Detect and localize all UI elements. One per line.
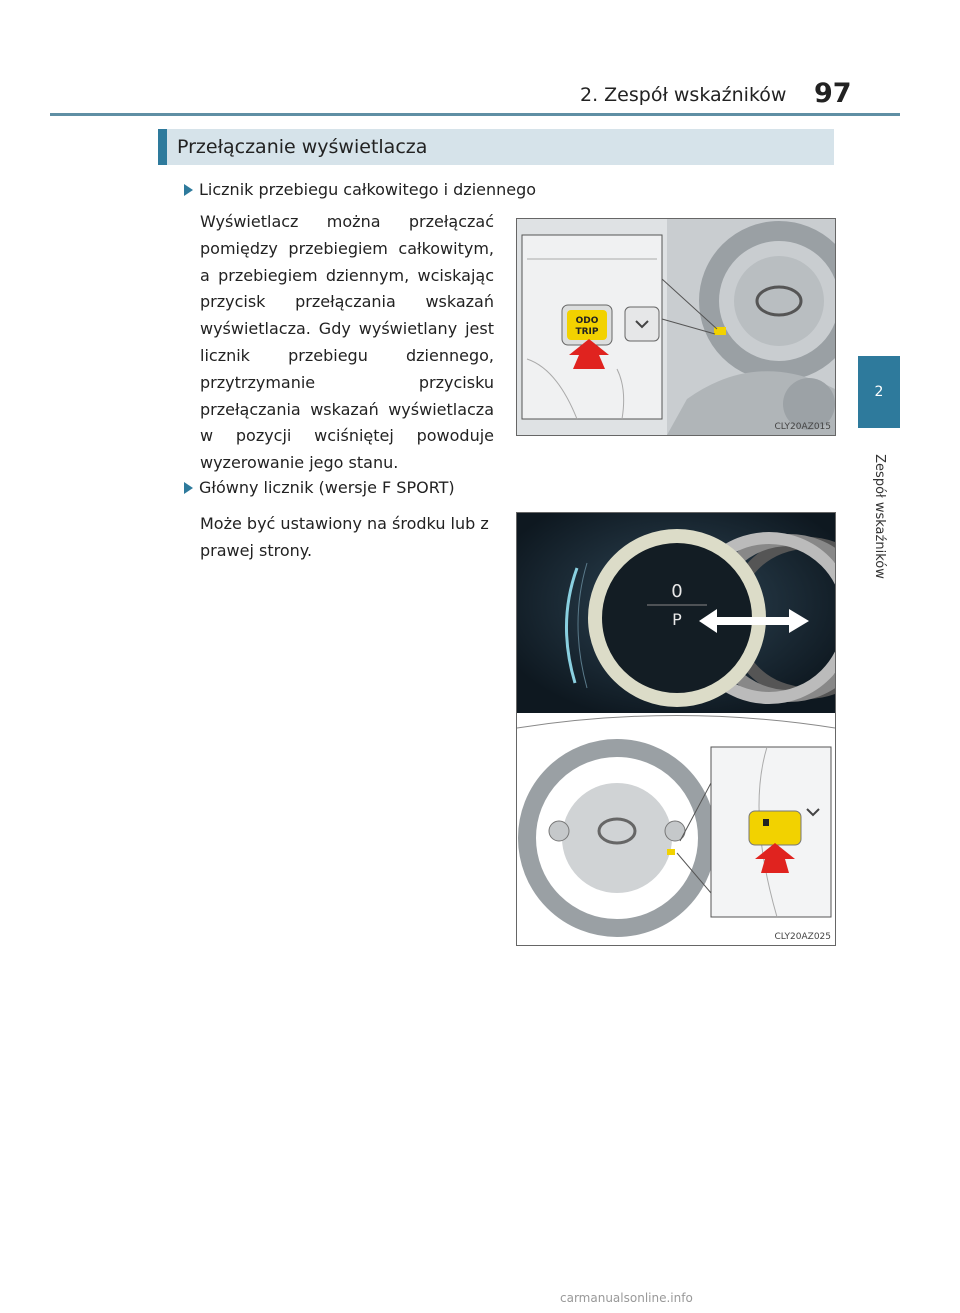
figure-odo-trip-button xyxy=(516,218,836,436)
item-paragraph-odo-trip: Wyświetlacz można przełączać pomiędzy przebiegiem całkowitym, a przebiegiem dziennym, wciskając przycisk przełączania wskazań wyświetlacza. Gdy wyświetlany jest licznik przebiegu dziennego, przytrzymanie przycisku przełączania wskazań wyświetlacza w pozycji wciśniętej powoduje wyzerowanie jego stanu. xyxy=(200,212,494,473)
running-header: 2. Zespół wskaźników xyxy=(580,84,787,106)
gear-indicator: P xyxy=(672,610,682,629)
footer-watermark: carmanualsonline.info xyxy=(560,1291,693,1305)
button-label-odo: ODO xyxy=(575,316,599,326)
item-heading-main-meter xyxy=(184,478,455,497)
chapter-label-wrap xyxy=(835,436,923,596)
figure-code: CLY20AZ025 xyxy=(774,932,831,942)
page-number: 97 xyxy=(814,78,852,109)
chapter-label: Zespół wskaźników xyxy=(871,453,887,579)
odo-trip-illustration xyxy=(517,219,835,435)
bullet-triangle-icon xyxy=(184,482,193,494)
figure-main-meter xyxy=(516,512,836,946)
item-heading-text: Licznik przebiegu całkowitego i dziennego xyxy=(199,180,537,199)
header-rule xyxy=(50,113,900,116)
section-title-bar xyxy=(158,129,834,165)
item-paragraph-main-meter: Może być ustawiony na środku lub z prawej strony. xyxy=(200,514,489,560)
gauge-value: 0 xyxy=(671,581,683,602)
item-heading-odo-trip xyxy=(184,180,536,199)
button-label-trip: TRIP xyxy=(575,327,599,337)
section-title: Przełączanie wyświetlacza xyxy=(177,136,428,158)
figure-code: CLY20AZ015 xyxy=(774,422,831,432)
item-heading-text: Główny licznik (wersje F SPORT) xyxy=(199,478,455,497)
meter-illustration xyxy=(517,513,835,945)
chapter-tab[interactable]: 2 xyxy=(858,356,900,428)
bullet-triangle-icon xyxy=(184,184,193,196)
